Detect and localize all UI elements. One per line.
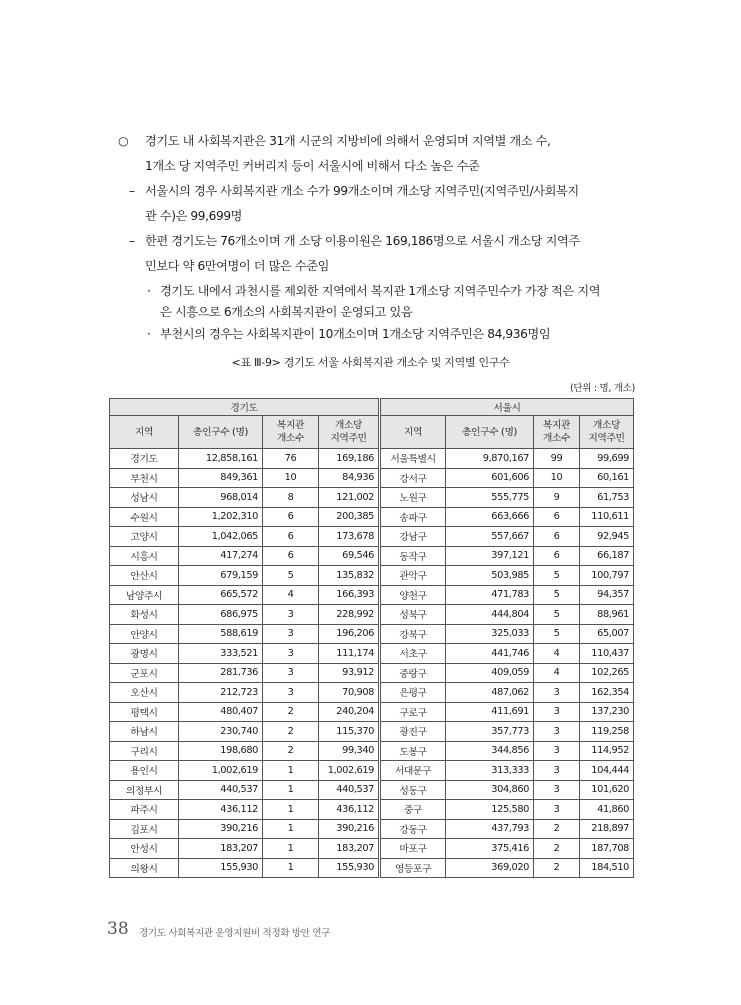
cell-population: 471,783 — [446, 585, 534, 605]
table-row — [381, 585, 634, 605]
cell-region: 안성시 — [110, 839, 179, 859]
cell-population: 663,666 — [446, 507, 534, 527]
cell-per-center: 41,860 — [580, 800, 634, 820]
cell-region: 서울특별시 — [381, 449, 446, 469]
cell-centers: 6 — [534, 546, 580, 566]
cell-centers: 3 — [534, 722, 580, 742]
cell-population: 411,691 — [446, 702, 534, 722]
cell-per-center: 104,444 — [580, 761, 634, 781]
cell-population: 417,274 — [179, 546, 263, 566]
table-row — [110, 839, 379, 859]
cell-population: 444,804 — [446, 605, 534, 625]
dash-line: 한편 경기도는 76개소이며 개 소당 이용이원은 169,186명으로 서울시 개소당 지역주 — [145, 234, 580, 248]
cell-per-center: 88,961 — [580, 605, 634, 625]
table-unit: (단위 : 명, 개소) — [570, 383, 635, 394]
group-header-seoul: 서울시 — [381, 399, 634, 416]
cell-population: 409,059 — [446, 663, 534, 683]
cell-centers: 6 — [534, 507, 580, 527]
cell-centers: 1 — [263, 819, 319, 839]
cell-region: 강북구 — [381, 624, 446, 644]
table-row — [381, 488, 634, 508]
cell-per-center: 110,611 — [580, 507, 634, 527]
footer-title: 경기도 사회복지관 운영지원비 적정화 방안 연구 — [139, 928, 331, 939]
cell-region: 동작구 — [381, 546, 446, 566]
bullet-line: 1개소 당 지역주민 커버리지 등이 서울시에 비해서 다소 높은 수준 — [145, 159, 480, 173]
cell-centers: 3 — [263, 624, 319, 644]
table-row — [381, 819, 634, 839]
cell-population: 344,856 — [446, 741, 534, 761]
cell-per-center: 92,945 — [580, 527, 634, 547]
cell-per-center: 114,952 — [580, 741, 634, 761]
table-row — [381, 858, 634, 878]
cell-region: 중구 — [381, 800, 446, 820]
dash-line: 민보다 약 6만여명이 더 많은 수준임 — [145, 259, 329, 273]
cell-region: 부천시 — [110, 468, 179, 488]
cell-population: 849,361 — [179, 468, 263, 488]
cell-population: 369,020 — [446, 858, 534, 878]
cell-population: 1,002,619 — [179, 761, 263, 781]
circle-bullet-icon: ○ — [118, 134, 129, 148]
cell-region: 김포시 — [110, 819, 179, 839]
cell-population: 212,723 — [179, 683, 263, 703]
cell-centers: 5 — [534, 566, 580, 586]
cell-population: 230,740 — [179, 722, 263, 742]
cell-per-center: 200,385 — [319, 507, 379, 527]
dot-marker: · — [147, 284, 151, 298]
cell-population: 487,062 — [446, 683, 534, 703]
cell-centers: 3 — [534, 741, 580, 761]
cell-region: 수원시 — [110, 507, 179, 527]
cell-population: 357,773 — [446, 722, 534, 742]
cell-region: 안산시 — [110, 566, 179, 586]
cell-centers: 3 — [263, 605, 319, 625]
cell-per-center: 166,393 — [319, 585, 379, 605]
cell-per-center: 183,207 — [319, 839, 379, 859]
cell-per-center: 115,370 — [319, 722, 379, 742]
cell-per-center: 102,265 — [580, 663, 634, 683]
cell-region: 구리시 — [110, 741, 179, 761]
cell-population: 437,793 — [446, 819, 534, 839]
cell-region: 마포구 — [381, 839, 446, 859]
col-header-centers: 복지관 개소수 — [263, 416, 319, 449]
cell-region: 남양주시 — [110, 585, 179, 605]
table-row — [381, 780, 634, 800]
cell-region: 의정부시 — [110, 780, 179, 800]
dash-line: 서울시의 경우 사회복지관 개소 수가 99개소이며 개소당 지역주민(지역주민/사회복지 — [145, 184, 579, 198]
table-row — [381, 800, 634, 820]
table-row — [381, 468, 634, 488]
cell-per-center: 101,620 — [580, 780, 634, 800]
cell-centers: 3 — [263, 683, 319, 703]
cell-per-center: 1,002,619 — [319, 761, 379, 781]
col-header-region: 지역 — [381, 416, 446, 449]
cell-region: 중랑구 — [381, 663, 446, 683]
cell-per-center: 61,753 — [580, 488, 634, 508]
table-caption: <표 Ⅲ-9> 경기도 서울 사회복지관 개소수 및 지역별 인구수 — [231, 356, 510, 369]
cell-centers: 10 — [534, 468, 580, 488]
cell-per-center: 187,708 — [580, 839, 634, 859]
cell-per-center: 100,797 — [580, 566, 634, 586]
table-row — [110, 507, 379, 527]
cell-centers: 76 — [263, 449, 319, 469]
table-row — [381, 527, 634, 547]
cell-centers: 4 — [263, 585, 319, 605]
cell-region: 광진구 — [381, 722, 446, 742]
cell-centers: 2 — [534, 839, 580, 859]
table-row — [110, 819, 379, 839]
cell-population: 155,930 — [179, 858, 263, 878]
sub-line: 경기도 내에서 과천시를 제외한 지역에서 복지관 1개소당 지역주민수가 가장 적은 지역 — [160, 284, 601, 298]
cell-region: 성동구 — [381, 780, 446, 800]
cell-per-center: 111,174 — [319, 644, 379, 664]
seoul-table-body — [381, 449, 634, 878]
cell-centers: 2 — [534, 819, 580, 839]
table-row — [110, 800, 379, 820]
cell-population: 281,736 — [179, 663, 263, 683]
cell-centers: 2 — [263, 722, 319, 742]
sub-line: 부천시의 경우는 사회복지관이 10개소이며 1개소당 지역주민은 84,936명임 — [160, 327, 551, 341]
table-row — [381, 507, 634, 527]
cell-population: 686,975 — [179, 605, 263, 625]
dash-marker: – — [129, 234, 135, 248]
table-row — [110, 468, 379, 488]
table-row — [110, 663, 379, 683]
cell-per-center: 440,537 — [319, 780, 379, 800]
table-row — [110, 566, 379, 586]
cell-population: 601,606 — [446, 468, 534, 488]
table-row — [110, 527, 379, 547]
cell-centers: 10 — [263, 468, 319, 488]
cell-per-center: 240,204 — [319, 702, 379, 722]
col-header-centers: 복지관 개소수 — [534, 416, 580, 449]
cell-population: 968,014 — [179, 488, 263, 508]
cell-centers: 1 — [263, 839, 319, 859]
cell-per-center: 184,510 — [580, 858, 634, 878]
table-row — [381, 663, 634, 683]
cell-per-center: 218,897 — [580, 819, 634, 839]
cell-region: 성남시 — [110, 488, 179, 508]
table-row — [381, 741, 634, 761]
cell-region: 고양시 — [110, 527, 179, 547]
cell-centers: 6 — [263, 507, 319, 527]
cell-centers: 1 — [263, 780, 319, 800]
gyeonggi-table-body — [110, 449, 379, 878]
cell-region: 하남시 — [110, 722, 179, 742]
cell-per-center: 196,206 — [319, 624, 379, 644]
cell-per-center: 110,437 — [580, 644, 634, 664]
cell-region: 의왕시 — [110, 858, 179, 878]
cell-centers: 5 — [534, 585, 580, 605]
cell-per-center: 169,186 — [319, 449, 379, 469]
table-row — [110, 605, 379, 625]
cell-per-center: 119,258 — [580, 722, 634, 742]
cell-centers: 3 — [534, 683, 580, 703]
cell-centers: 5 — [534, 605, 580, 625]
cell-region: 강남구 — [381, 527, 446, 547]
cell-population: 503,985 — [446, 566, 534, 586]
table-row — [110, 780, 379, 800]
cell-region: 영등포구 — [381, 858, 446, 878]
col-header-per-center: 개소당 지역주민 — [580, 416, 634, 449]
cell-population: 440,537 — [179, 780, 263, 800]
cell-region: 양천구 — [381, 585, 446, 605]
cell-region: 송파구 — [381, 507, 446, 527]
cell-centers: 2 — [263, 741, 319, 761]
seoul-table — [380, 398, 634, 878]
cell-centers: 1 — [263, 800, 319, 820]
cell-population: 9,870,167 — [446, 449, 534, 469]
cell-per-center: 137,230 — [580, 702, 634, 722]
cell-centers: 3 — [263, 663, 319, 683]
cell-per-center: 69,546 — [319, 546, 379, 566]
cell-population: 441,746 — [446, 644, 534, 664]
col-header-population: 총인구수 (명) — [179, 416, 263, 449]
cell-per-center: 70,908 — [319, 683, 379, 703]
cell-centers: 3 — [534, 780, 580, 800]
cell-population: 12,858,161 — [179, 449, 263, 469]
table-row — [381, 683, 634, 703]
table-row — [381, 449, 634, 469]
cell-region: 경기도 — [110, 449, 179, 469]
cell-region: 관악구 — [381, 566, 446, 586]
cell-per-center: 121,002 — [319, 488, 379, 508]
cell-centers: 4 — [534, 644, 580, 664]
cell-population: 375,416 — [446, 839, 534, 859]
cell-population: 198,680 — [179, 741, 263, 761]
cell-region: 은평구 — [381, 683, 446, 703]
table-row — [381, 644, 634, 664]
cell-per-center: 228,992 — [319, 605, 379, 625]
group-header-gyeonggi: 경기도 — [110, 399, 379, 416]
table-row — [381, 566, 634, 586]
bullet-line: 경기도 내 사회복지관은 31개 시군의 지방비에 의해서 운영되며 지역별 개소 수, — [145, 134, 551, 148]
table-row — [381, 702, 634, 722]
page-number: 38 — [107, 919, 129, 939]
cell-per-center: 93,912 — [319, 663, 379, 683]
cell-population: 436,112 — [179, 800, 263, 820]
cell-centers: 3 — [263, 644, 319, 664]
cell-per-center: 99,699 — [580, 449, 634, 469]
table-row — [110, 858, 379, 878]
cell-region: 군포시 — [110, 663, 179, 683]
cell-region: 도봉구 — [381, 741, 446, 761]
table-row — [110, 449, 379, 469]
cell-population: 325,033 — [446, 624, 534, 644]
cell-region: 서초구 — [381, 644, 446, 664]
cell-per-center: 65,007 — [580, 624, 634, 644]
gyeonggi-table — [109, 398, 379, 878]
cell-population: 125,580 — [446, 800, 534, 820]
cell-region: 파주시 — [110, 800, 179, 820]
sub-line: 은 시흥으로 6개소의 사회복지관이 운영되고 있음 — [160, 305, 413, 319]
table-row — [381, 722, 634, 742]
cell-per-center: 99,340 — [319, 741, 379, 761]
table-row — [110, 585, 379, 605]
cell-population: 555,775 — [446, 488, 534, 508]
table-row — [110, 546, 379, 566]
table-row — [381, 605, 634, 625]
cell-centers: 1 — [263, 858, 319, 878]
cell-centers: 3 — [534, 800, 580, 820]
cell-region: 광명시 — [110, 644, 179, 664]
cell-centers: 5 — [263, 566, 319, 586]
cell-per-center: 60,161 — [580, 468, 634, 488]
cell-centers: 2 — [534, 858, 580, 878]
table-row — [381, 761, 634, 781]
cell-population: 313,333 — [446, 761, 534, 781]
cell-population: 1,202,310 — [179, 507, 263, 527]
cell-per-center: 66,187 — [580, 546, 634, 566]
cell-population: 679,159 — [179, 566, 263, 586]
table-row — [110, 702, 379, 722]
cell-per-center: 173,678 — [319, 527, 379, 547]
cell-per-center: 84,936 — [319, 468, 379, 488]
cell-centers: 1 — [263, 761, 319, 781]
table-row — [110, 488, 379, 508]
table-row — [110, 624, 379, 644]
dash-marker: – — [129, 184, 135, 198]
cell-population: 480,407 — [179, 702, 263, 722]
cell-per-center: 135,832 — [319, 566, 379, 586]
col-header-region: 지역 — [110, 416, 179, 449]
cell-population: 665,572 — [179, 585, 263, 605]
cell-region: 성북구 — [381, 605, 446, 625]
cell-region: 노원구 — [381, 488, 446, 508]
cell-centers: 3 — [534, 761, 580, 781]
table-row — [110, 761, 379, 781]
cell-centers: 6 — [263, 546, 319, 566]
dash-line: 관 수)은 99,699명 — [145, 209, 243, 223]
cell-centers: 6 — [263, 527, 319, 547]
table-row — [110, 722, 379, 742]
table-row — [110, 644, 379, 664]
cell-centers: 6 — [534, 527, 580, 547]
cell-region: 안양시 — [110, 624, 179, 644]
col-header-population: 총인구수 (명) — [446, 416, 534, 449]
dot-marker: · — [147, 327, 151, 341]
cell-population: 397,121 — [446, 546, 534, 566]
cell-population: 1,042,065 — [179, 527, 263, 547]
cell-centers: 5 — [534, 624, 580, 644]
cell-per-center: 94,357 — [580, 585, 634, 605]
cell-per-center: 162,354 — [580, 683, 634, 703]
cell-population: 183,207 — [179, 839, 263, 859]
cell-region: 오산시 — [110, 683, 179, 703]
cell-region: 화성시 — [110, 605, 179, 625]
cell-population: 557,667 — [446, 527, 534, 547]
cell-region: 강동구 — [381, 819, 446, 839]
cell-region: 용인시 — [110, 761, 179, 781]
cell-region: 서대문구 — [381, 761, 446, 781]
cell-centers: 8 — [263, 488, 319, 508]
cell-centers: 9 — [534, 488, 580, 508]
cell-centers: 2 — [263, 702, 319, 722]
cell-region: 구로구 — [381, 702, 446, 722]
cell-population: 588,619 — [179, 624, 263, 644]
table-row — [110, 683, 379, 703]
cell-centers: 3 — [534, 702, 580, 722]
table-row — [110, 741, 379, 761]
cell-per-center: 390,216 — [319, 819, 379, 839]
cell-region: 강서구 — [381, 468, 446, 488]
cell-per-center: 436,112 — [319, 800, 379, 820]
col-header-per-center: 개소당 지역주민 — [319, 416, 379, 449]
cell-region: 시흥시 — [110, 546, 179, 566]
cell-per-center: 155,930 — [319, 858, 379, 878]
table-row — [381, 546, 634, 566]
cell-population: 390,216 — [179, 819, 263, 839]
cell-centers: 99 — [534, 449, 580, 469]
cell-population: 333,521 — [179, 644, 263, 664]
cell-region: 평택시 — [110, 702, 179, 722]
table-row — [381, 624, 634, 644]
cell-centers: 4 — [534, 663, 580, 683]
table-row — [381, 839, 634, 859]
cell-population: 304,860 — [446, 780, 534, 800]
